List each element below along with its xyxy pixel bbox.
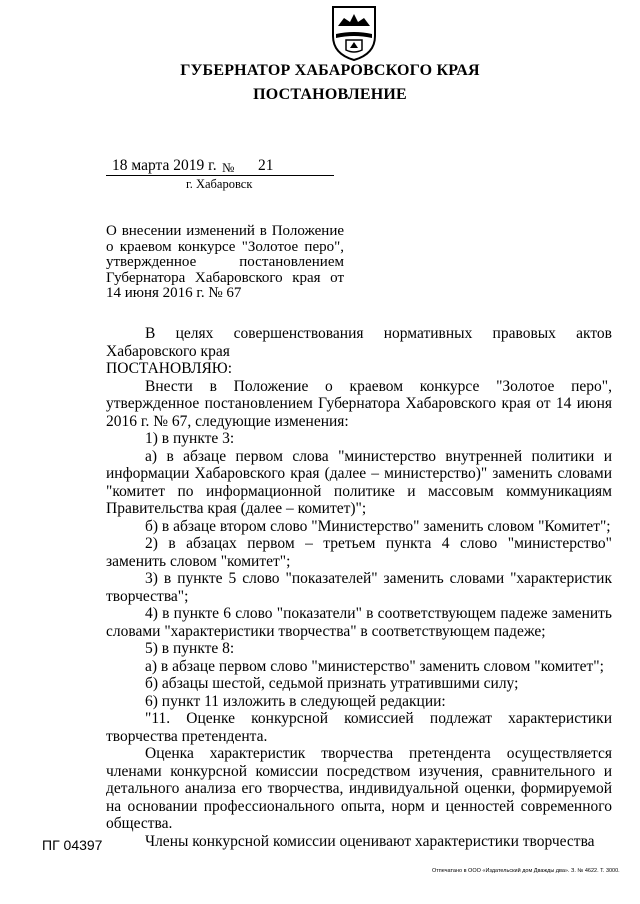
- document-date-number: [106, 157, 334, 177]
- body-paragraph: Члены конкурсной комиссии оценивают характеристики творчества: [145, 832, 595, 850]
- printer-note: Отпечатано в ООО «Издательский дом Дважды два». З. № 4622. Т. 3000.: [432, 868, 620, 874]
- form-code: ПГ 04397: [42, 837, 103, 853]
- issuer-title: ГУБЕРНАТОР ХАБАРОВСКОГО КРАЯ: [180, 62, 480, 79]
- body-paragraph: "11. Оценке конкурсной комиссией подлежат характеристики творчества претендента.: [106, 710, 612, 745]
- document-type: ПОСТАНОВЛЕНИЕ: [253, 86, 407, 103]
- body-paragraph: 6) пункт 11 изложить в следующей редакции:: [145, 692, 446, 710]
- document-body: [106, 325, 612, 850]
- body-paragraph: 3) в пункте 5 слово "показателей" заменить словами "характеристик творчества";: [106, 570, 612, 605]
- body-paragraph: Оценка характеристик творчества претендента осуществляется членами конкурсной комиссии посредством изучения, сравнительного и детального анализа его творчества, индивидуальной оценки, формируемой на основании профессионального опыта, норм и ценностей современного общества.: [106, 745, 612, 832]
- resolve-heading: ПОСТАНОВЛЯЮ:: [106, 360, 233, 377]
- number-sign: №: [222, 160, 235, 175]
- document-number: 21: [258, 157, 274, 174]
- body-paragraph: а) в абзаце первом слова "министерство внутренней политики и информации Хабаровского края (далее – министерство)" заменить словами "комитет по информационной политике и массовым коммуникациям Правительства края (далее – комитет)";: [106, 447, 612, 517]
- body-paragraph: 4) в пункте 6 слово "показатели" в соответствующем падеже заменить словами "характеристики творчества" в соответствующем падеже;: [106, 605, 612, 640]
- body-paragraph: б) в абзаце втором слово "Министерство" заменить словом "Комитет";: [145, 517, 611, 535]
- body-paragraph: б) абзацы шестой, седьмой признать утратившими силу;: [145, 675, 519, 692]
- document-city: г. Хабаровск: [186, 177, 253, 191]
- coat-of-arms-icon: [330, 4, 378, 62]
- document-date: 18 марта 2019 г.: [112, 157, 217, 174]
- document-subject: О внесении изменений в Положение о краевом конкурсе "Золотое перо", утвержденное постановлением Губернатора Хабаровского края от 14 июня 2016 г. № 67: [106, 223, 344, 301]
- body-paragraph: 2) в абзацах первом – третьем пункта 4 слово "министерство" заменить словом "комитет";: [106, 535, 612, 570]
- date-underline: [106, 175, 334, 176]
- body-paragraph: Внести в Положение о краевом конкурсе "Золотое перо", утвержденное постановлением Губернатора Хабаровского края от 14 июня 2016 г. № 67, следующие изменения:: [106, 377, 612, 430]
- body-paragraph: а) в абзаце первом слово "министерство" заменить словом "комитет";: [145, 657, 604, 675]
- body-paragraph: 5) в пункте 8:: [145, 640, 235, 657]
- preamble-paragraph: В целях совершенствования нормативных правовых актов Хабаровского края: [106, 325, 612, 360]
- body-paragraph: 1) в пункте 3:: [145, 430, 235, 447]
